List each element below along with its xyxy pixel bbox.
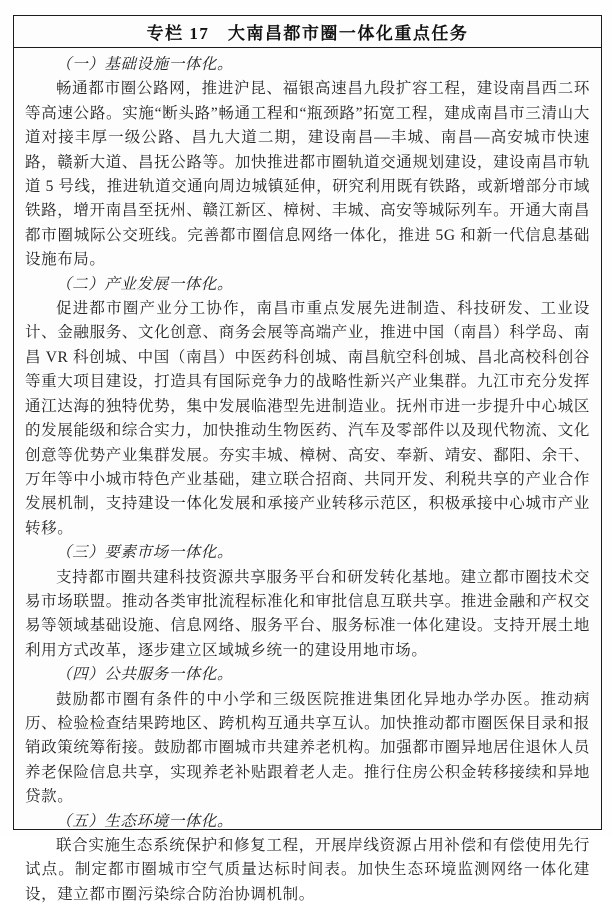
section-paragraph-5: 联合实施生态系统保护和修复工程，开展岸线资源占用补偿和有偿使用先行试点。制定都市圈城市空气质量达标时间表。加快生态环境监测网络一体化建设，建立都市圈污染综合防治协调机制。 (25, 837, 590, 903)
section-heading-3: （三）要素市场一体化。 (56, 544, 234, 562)
section-paragraph-2: 促进都市圈产业分工协作，南昌市重点发展先进制造、科技研发、工业设计、金融服务、文化创意、商务会展等高端产业，推进中国（南昌）科学岛、南昌 VR 科创城、中国（南昌）中医药科创城、南昌航空科创城、昌北高校科创谷等重大项目建设，打造具有国际竞争力的战略性新兴产业集群。九江市充分发挥通江达海的独特优势，集中发展临港型先进制造业。抚州市进一步提升中心城区的发展能级和综合实力，加快推动生物医药、汽车及零部件以及现代物流、文化创意等优势产业集群发展。夯实丰城、樟树、高安、奉新、靖安、鄱阳、余干、万年等中小城市特色产业基础，建立联合招商、共同开发、利税共享的产业合作发展机制，支持建设一体化发展和承接产业转移示范区，积极承接中心城市产业转移。 (25, 300, 590, 537)
section-paragraph-4: 鼓励都市圈有条件的中小学和三级医院推进集团化异地办学办医。推动病历、检验检查结果跨地区、跨机构互通共享互认。加快推动都市圈医保目录和报销政策统筹衔接。鼓励都市圈城市共建养老机构。加强都市圈异地居住退休人员养老保险信息共享，实现养老补贴跟着老人走。推行住房公积金转移接续和异地贷款。 (25, 690, 590, 806)
section-heading-2: （二）产业发展一体化。 (56, 275, 234, 293)
section-paragraph-1: 畅通都市圈公路网，推进沪昆、福银高速昌九段扩容工程，建设南昌西二环等高速公路。实施“断头路”畅通工程和“瓶颈路”拓宽工程，建成南昌市三清山大道对接丰厚一级公路、昌九大道二期，建设南昌—丰城、南昌—高安城市快速路，赣新大道、昌抚公路等。加快推进都市圈轨道交通规划建设，建设南昌市轨道 5 号线，推进轨道交通向周边城镇延伸，研究利用既有铁路，或新增部分市域铁路，增开南昌至抚州、赣江新区、樟树、丰城、高安等城际列车。开通大南昌都市圈城际公交班线。完善都市圈信息网络一体化，推进 5G 和新一代信息基础设施布局。 (25, 80, 590, 269)
section-heading-4: （四）公共服务一体化。 (56, 666, 234, 684)
column-box-header (14, 16, 601, 48)
section-heading-1: （一）基础设施一体化。 (56, 56, 234, 73)
column-box-17 (13, 15, 602, 903)
column-box-body (14, 48, 601, 907)
section-paragraph-3: 支持都市圈共建科技资源共享服务平台和研发转化基地。建立都市圈技术交易市场联盟。推动各类审批流程标准化和审批信息互联共享。推进金融和产权交易等领域基础设施、信息网络、服务平台、服务标准一体化建设。支持开展土地利用方式改革，逐步建立区域城乡统一的建设用地市场。 (25, 568, 590, 659)
column-box-title: 专栏 17 大南昌都市圈一体化重点任务 (146, 24, 469, 43)
section-heading-5: （五）生态环境一体化。 (56, 812, 234, 830)
